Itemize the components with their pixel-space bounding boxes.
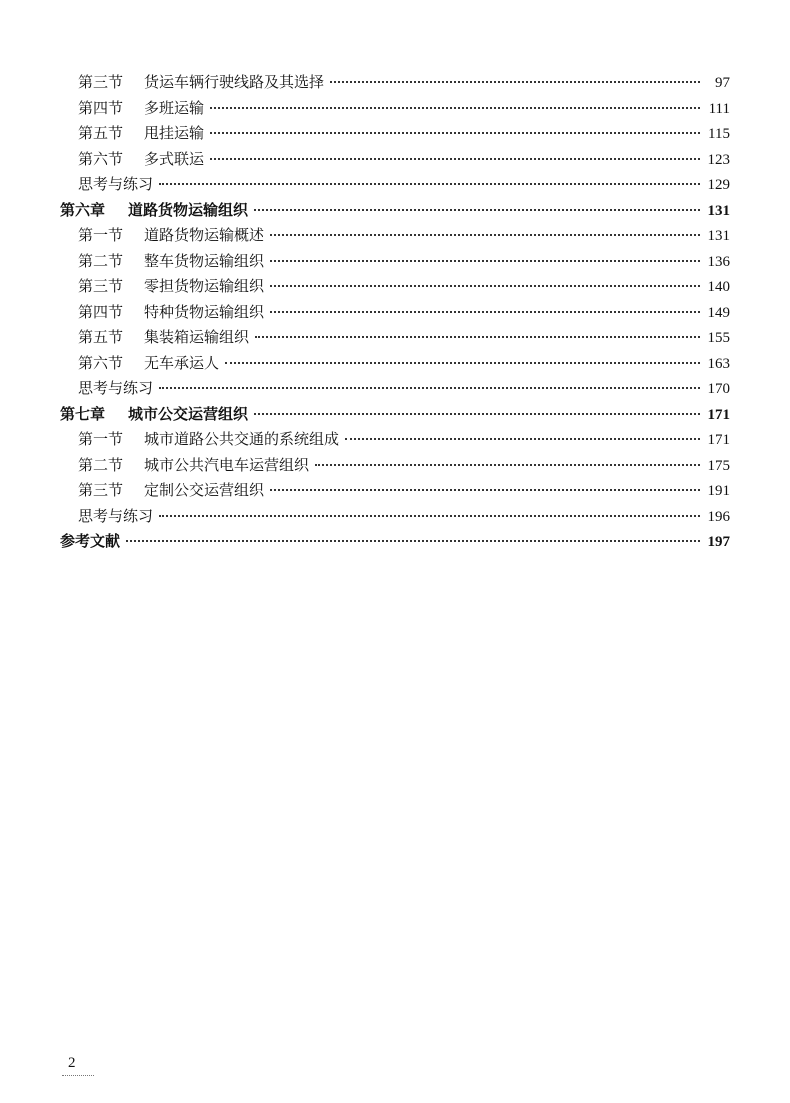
toc-chapter xyxy=(60,198,730,224)
toc-entry-title: 多式联运 xyxy=(144,149,205,168)
toc-entry-page: 123 xyxy=(707,151,730,168)
toc-chapter-page: 131 xyxy=(707,202,730,219)
table-of-contents xyxy=(60,70,730,555)
toc-entry-title: 甩挂运输 xyxy=(144,124,205,142)
toc-chapter-title: 城市公交运营组织 xyxy=(128,404,249,423)
toc-entry-title: 特种货物运输组织 xyxy=(144,302,265,321)
toc-entry-number: 第三节 xyxy=(78,481,124,499)
toc-entry-title: 零担货物运输组织 xyxy=(144,277,265,295)
toc-entry-number: 第四节 xyxy=(78,98,124,117)
toc-entry-number: 第二节 xyxy=(78,251,124,270)
dot-leader xyxy=(210,107,700,109)
toc-entry-title: 思考与练习 xyxy=(78,506,154,525)
dot-leader xyxy=(270,489,700,491)
toc-entry-title: 集装箱运输组织 xyxy=(144,328,250,346)
toc-chapter-page: 171 xyxy=(707,406,730,423)
toc-entry-page: 149 xyxy=(707,304,730,321)
toc-chapter-title: 道路货物运输组织 xyxy=(128,200,249,219)
toc-entry-title: 思考与练习 xyxy=(78,175,154,193)
dot-leader xyxy=(270,311,700,313)
dot-leader xyxy=(210,132,700,134)
toc-chapter-page: 197 xyxy=(707,534,730,550)
toc-entry-page: 171 xyxy=(707,432,730,448)
toc-entry xyxy=(60,274,730,300)
dot-leader xyxy=(315,464,700,466)
toc-entry xyxy=(60,325,730,351)
toc-entry-number: 第五节 xyxy=(78,124,124,142)
toc-entry-page: 155 xyxy=(707,330,730,346)
toc-entry-page: 131 xyxy=(707,228,730,244)
toc-entry-title: 城市道路公共交通的系统组成 xyxy=(144,430,340,448)
toc-entry-number: 第二节 xyxy=(78,455,124,474)
dot-leader xyxy=(345,438,700,440)
toc-entry-page: 111 xyxy=(708,100,730,117)
dot-leader xyxy=(159,183,700,185)
toc-entry xyxy=(60,478,730,504)
toc-entry-page: 175 xyxy=(707,457,730,474)
toc-entry xyxy=(60,427,730,453)
toc-entry-page: 115 xyxy=(708,126,730,142)
toc-entry-title: 城市公共汽电车运营组织 xyxy=(144,455,310,474)
toc-entry-number: 第一节 xyxy=(78,226,124,244)
toc-entry-title: 多班运输 xyxy=(144,98,205,117)
dot-leader xyxy=(126,540,700,542)
toc-entry-page: 97 xyxy=(715,75,730,91)
toc-entry-page: 163 xyxy=(707,355,730,372)
toc-entry-number: 第四节 xyxy=(78,302,124,321)
toc-entry-title: 整车货物运输组织 xyxy=(144,251,265,270)
toc-entry-page: 191 xyxy=(707,483,730,499)
toc-entry xyxy=(60,300,730,326)
toc-chapter-number: 第七章 xyxy=(60,404,106,423)
toc-chapter xyxy=(60,402,730,428)
toc-entry-number: 第一节 xyxy=(78,430,124,448)
toc-entry xyxy=(60,147,730,173)
page-number-ornament xyxy=(62,1075,94,1082)
toc-entry xyxy=(60,172,730,198)
toc-entry-number: 第三节 xyxy=(78,73,124,91)
toc-entry xyxy=(60,249,730,275)
toc-entry-page: 140 xyxy=(707,279,730,295)
dot-leader xyxy=(255,336,700,338)
toc-entry xyxy=(60,453,730,479)
dot-leader xyxy=(159,387,700,389)
toc-entry-title: 道路货物运输概述 xyxy=(144,226,265,244)
dot-leader xyxy=(270,260,700,262)
toc-entry-number: 第六节 xyxy=(78,353,124,372)
toc-entry xyxy=(60,376,730,402)
dot-leader xyxy=(254,209,700,211)
toc-entry xyxy=(60,96,730,122)
dot-leader xyxy=(159,515,700,517)
toc-entry xyxy=(60,121,730,147)
toc-chapter xyxy=(60,529,730,555)
dot-leader xyxy=(254,413,700,415)
dot-leader xyxy=(225,362,700,364)
dot-leader xyxy=(270,234,700,236)
toc-entry-page: 170 xyxy=(707,381,730,397)
toc-entry-title: 货运车辆行驶线路及其选择 xyxy=(144,73,325,91)
toc-entry-page: 136 xyxy=(707,253,730,270)
toc-entry-number: 第三节 xyxy=(78,277,124,295)
toc-entry xyxy=(60,504,730,530)
toc-entry-number: 第五节 xyxy=(78,328,124,346)
toc-entry xyxy=(60,223,730,249)
toc-entry-title: 无车承运人 xyxy=(144,353,220,372)
page-number: 2 xyxy=(68,1055,76,1071)
toc-entry xyxy=(60,70,730,96)
dot-leader xyxy=(270,285,700,287)
toc-entry-page: 196 xyxy=(707,508,730,525)
toc-entry xyxy=(60,351,730,377)
toc-chapter-title: 参考文献 xyxy=(60,532,121,550)
toc-entry-page: 129 xyxy=(707,177,730,193)
toc-entry-title: 思考与练习 xyxy=(78,379,154,397)
toc-chapter-number: 第六章 xyxy=(60,200,106,219)
dot-leader xyxy=(210,158,700,160)
toc-entry-title: 定制公交运营组织 xyxy=(144,481,265,499)
toc-entry-number: 第六节 xyxy=(78,149,124,168)
dot-leader xyxy=(330,81,700,83)
